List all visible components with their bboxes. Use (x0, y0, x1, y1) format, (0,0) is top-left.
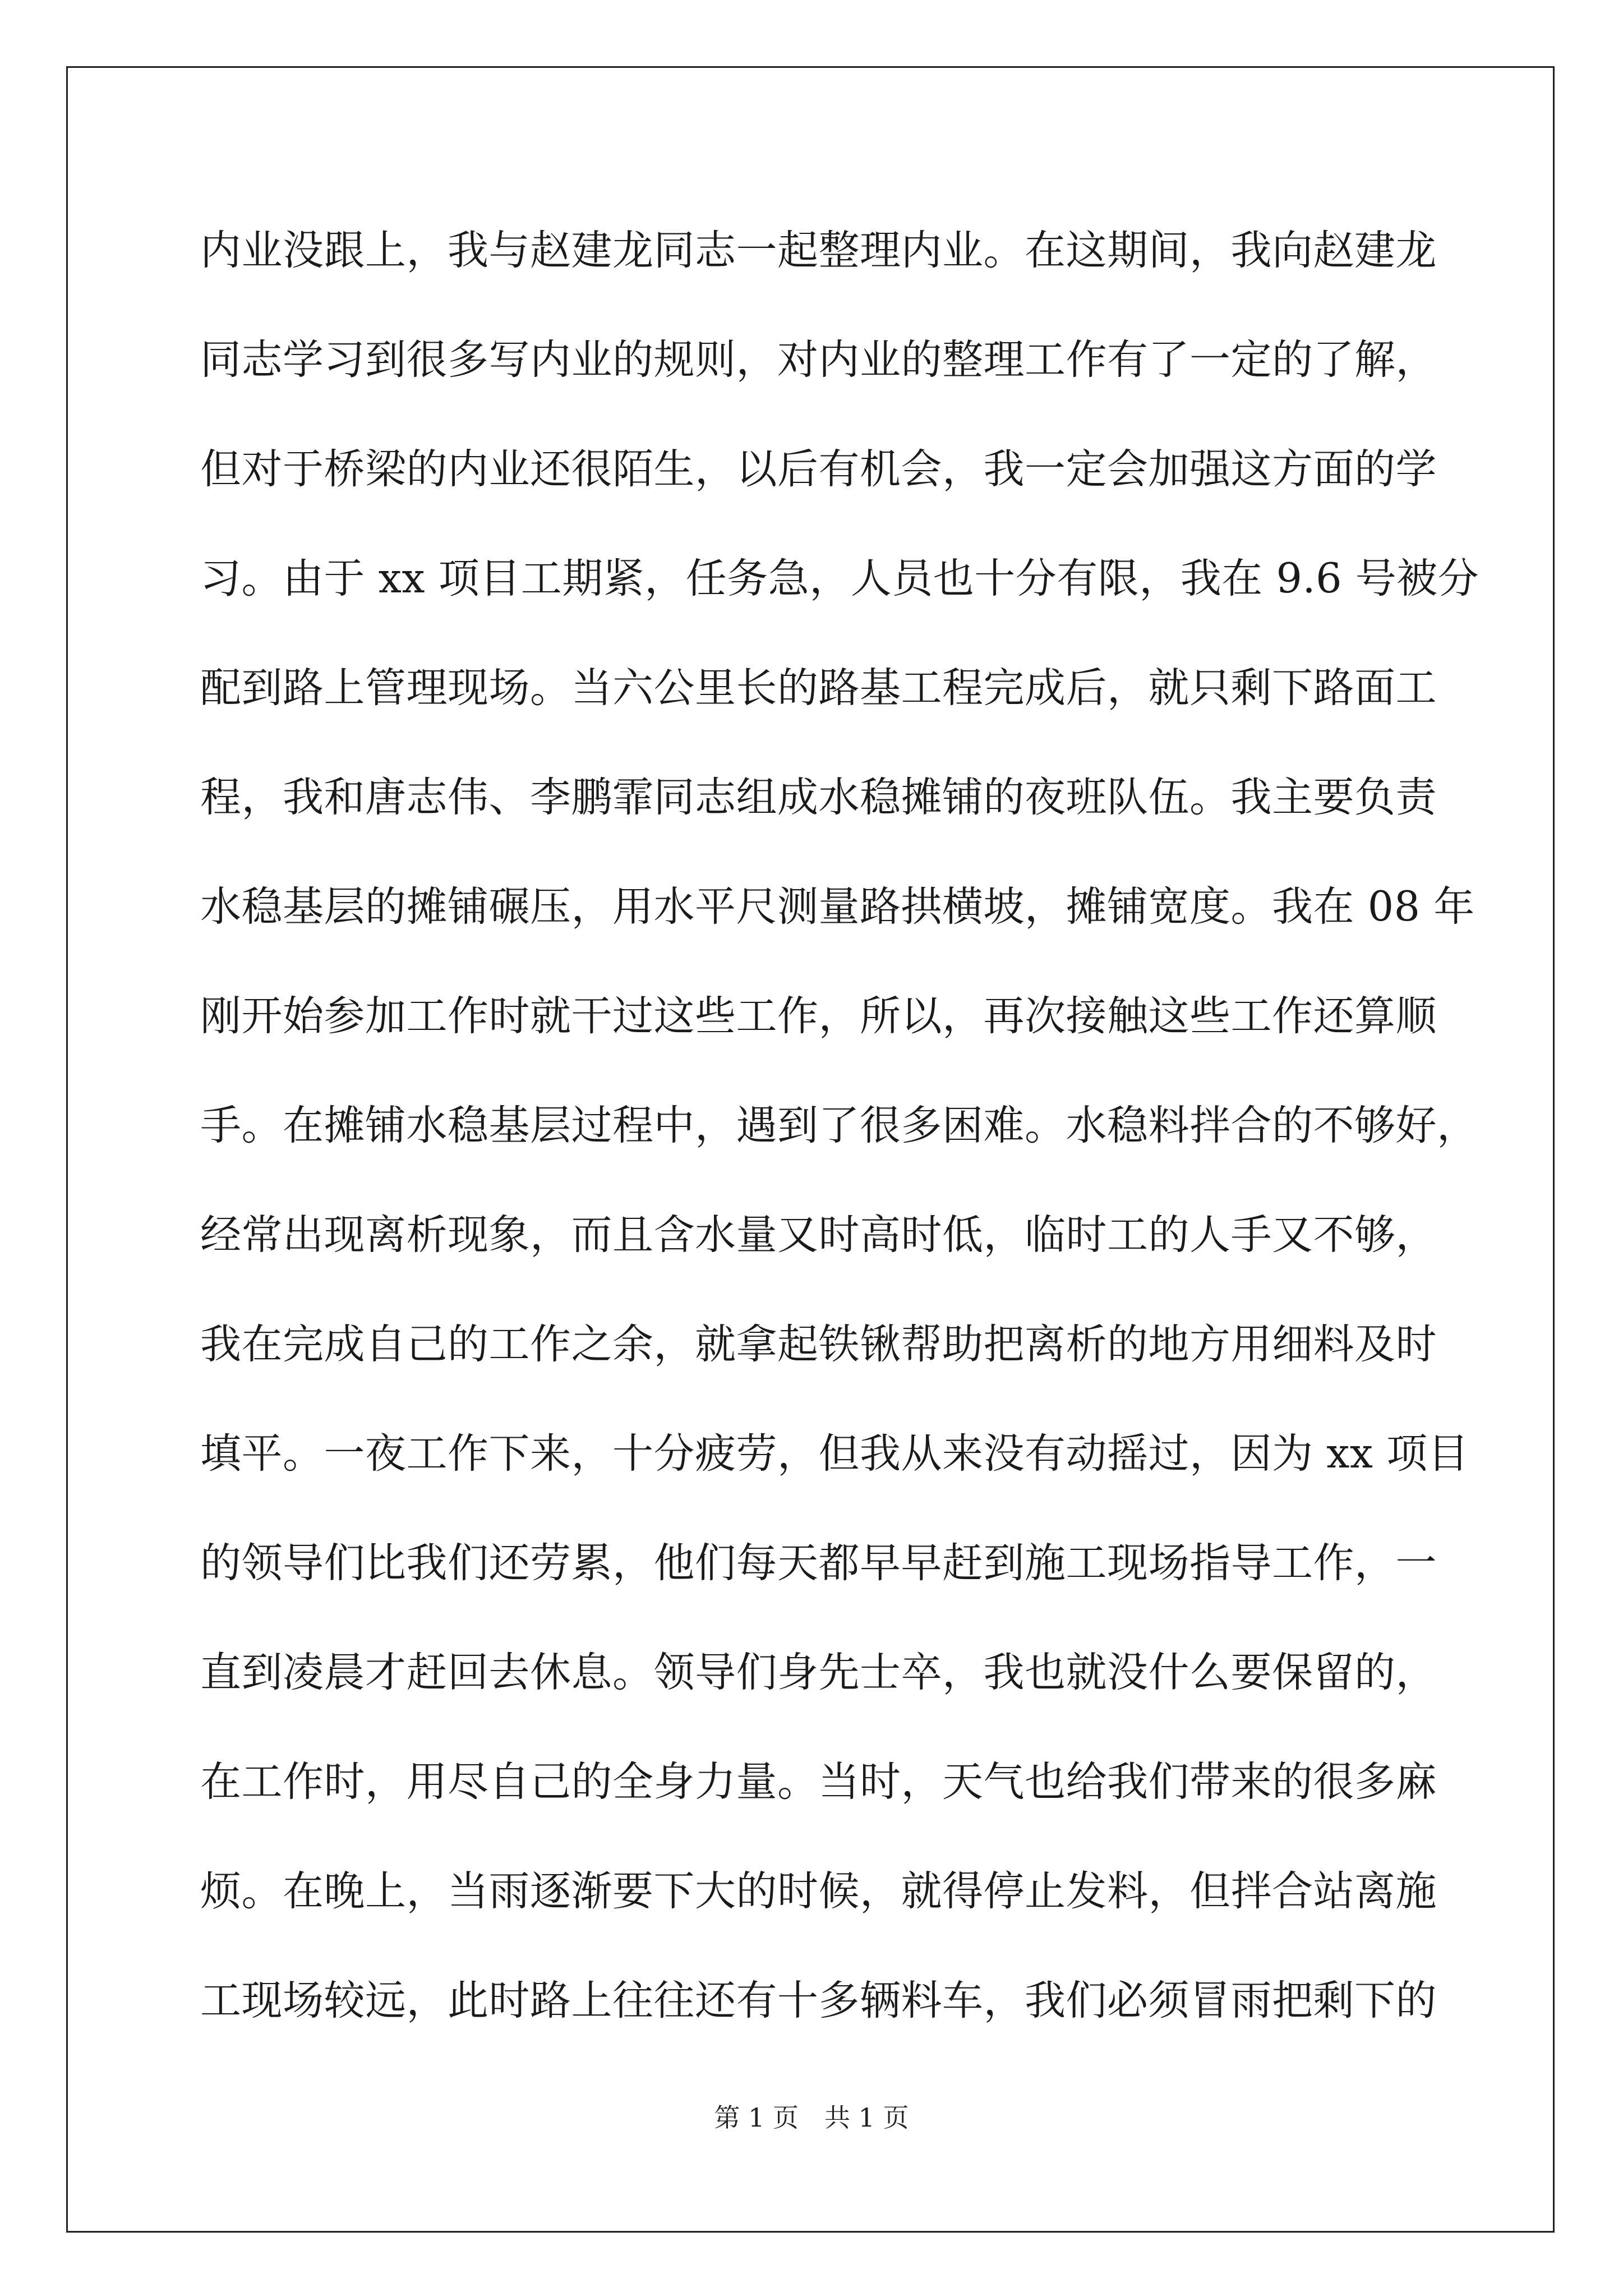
text-line: 刚开始参加工作时就干过这些工作，所以，再次接触这些工作还算顺 (200, 992, 1437, 1040)
text-line: 习。由于 xx 项目工期紧，任务急，人员也十分有限，我在 9.6 号被分 (200, 555, 1479, 602)
text-line: 的领导们比我们还劳累，他们每天都早早赶到施工现场指导工作，一 (200, 1539, 1437, 1587)
text-line: 配到路上管理现场。当六公里长的路基工程完成后，就只剩下路面工 (200, 664, 1437, 712)
text-line: 在工作时，用尽自己的全身力量。当时，天气也给我们带来的很多麻 (200, 1758, 1437, 1806)
text-line: 同志学习到很多写内业的规则，对内业的整理工作有了一定的了解， (200, 336, 1437, 384)
text-line: 程，我和唐志伟、李鹏霏同志组成水稳摊铺的夜班队伍。我主要负责 (200, 774, 1437, 821)
text-line: 内业没跟上，我与赵建龙同志一起整理内业。在这期间，我向赵建龙 (200, 227, 1437, 274)
text-line: 烦。在晚上，当雨逐渐要下大的时候，就得停止发料，但拌合站离施 (200, 1867, 1437, 1915)
page-number: 第 1 页 共 1 页 (714, 2102, 909, 2133)
text-line: 工现场较远，此时路上往往还有十多辆料车，我们必须冒雨把剩下的 (200, 1977, 1437, 2024)
text-line: 但对于桥梁的内业还很陌生，以后有机会，我一定会加强这方面的学 (200, 445, 1437, 493)
text-line: 填平。一夜工作下来，十分疲劳，但我从来没有动摇过，因为 xx 项目 (200, 1430, 1469, 1478)
text-line: 手。在摊铺水稳基层过程中，遇到了很多困难。水稳料拌合的不够好， (200, 1102, 1478, 1149)
text-line: 我在完成自己的工作之余，就拿起铁锹帮助把离析的地方用细料及时 (200, 1320, 1437, 1368)
text-line: 直到凌晨才赶回去休息。领导们身先士卒，我也就没什么要保留的， (200, 1649, 1437, 1696)
text-line: 水稳基层的摊铺碾压，用水平尺测量路拱横坡，摊铺宽度。我在 08 年 (200, 883, 1475, 931)
document-body (200, 214, 1479, 2074)
text-line: 经常出现离析现象，而且含水量又时高时低，临时工的人手又不够， (200, 1211, 1437, 1259)
